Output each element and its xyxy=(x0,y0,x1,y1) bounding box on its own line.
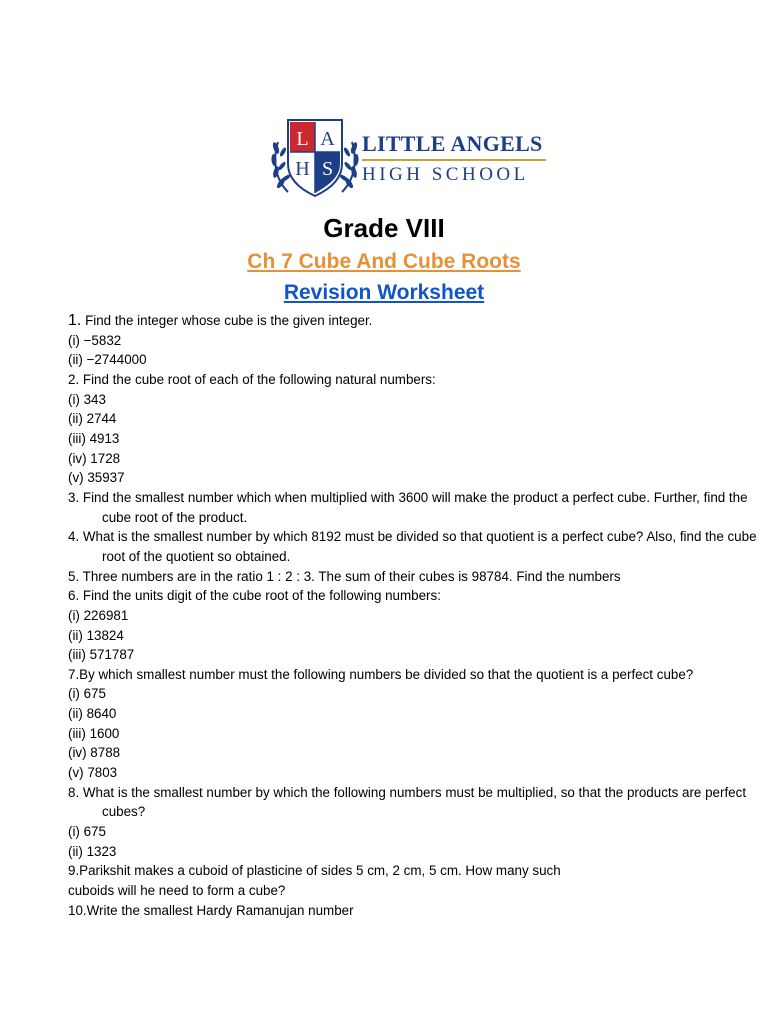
question-part: (i) 226981 xyxy=(68,607,129,623)
question-5: 5. Three numbers are in the ratio 1 : 2 : 3. The sum of their cubes is 98784. Find the numbers xyxy=(68,568,621,584)
question-part: (i) 343 xyxy=(68,391,106,407)
school-name-line1: LITTLE ANGELS xyxy=(362,131,543,156)
question-part: (i) −5832 xyxy=(68,332,122,348)
question-9-line-2: cuboids will he need to form a cube? xyxy=(68,883,286,899)
question-part: (i) 675 xyxy=(68,824,106,840)
question-10: 10.Write the smallest Hardy Ramanujan number xyxy=(68,902,354,918)
question-part: (ii) 13824 xyxy=(68,627,124,643)
question-7: 7.By which smallest number must the following numbers be divided so that the quotient is a perfect cube? xyxy=(68,666,694,682)
question-part: (i) 675 xyxy=(68,686,106,702)
question-8: 8. What is the smallest number by which the following numbers must be multiplied, so that the products are perfect cubes? xyxy=(68,784,747,820)
question-part: (iv) 1728 xyxy=(68,450,121,466)
school-logo xyxy=(268,114,558,202)
question-part: (v) 35937 xyxy=(68,470,125,486)
school-name-divider xyxy=(362,159,546,161)
question-3: 3. Find the smallest number which when multiplied with 3600 will make the product a perfect cube. Further, find the cube root of the product. xyxy=(68,489,748,525)
crest-letter-a: A xyxy=(320,128,335,150)
question-part: (ii) 1323 xyxy=(68,843,117,859)
question-1 xyxy=(68,311,758,331)
question-6: 6. Find the units digit of the cube root of the following numbers: xyxy=(68,588,441,604)
crest-letter-s: S xyxy=(321,158,334,180)
question-part: (v) 7803 xyxy=(68,765,118,781)
crest-letter-l: L xyxy=(296,128,309,150)
question-list xyxy=(68,311,758,920)
question-part: (iii) 571787 xyxy=(68,647,135,663)
question-1-text: Find the integer whose cube is the given integer. xyxy=(81,313,373,328)
crest-letter-h: H xyxy=(295,158,310,180)
question-1-number: 1. xyxy=(68,312,82,329)
question-part: (ii) 8640 xyxy=(68,706,117,722)
school-crest-icon xyxy=(268,114,362,202)
question-9-line-1: 9.Parikshit makes a cuboid of plasticine of sides 5 cm, 2 cm, 5 cm. How many such xyxy=(68,863,561,879)
question-part: (ii) −2744000 xyxy=(68,352,147,368)
question-part: (iii) 1600 xyxy=(68,725,120,741)
question-part: (ii) 2744 xyxy=(68,411,117,427)
chapter-heading: Ch 7 Cube And Cube Roots xyxy=(247,250,521,273)
question-4: 4. What is the smallest number by which 8192 must be divided so that quotient is a perfect cube? Also, find the cube root of the quotient so obtained. xyxy=(68,529,757,564)
worksheet-heading: Revision Worksheet xyxy=(283,281,485,304)
question-2: 2. Find the cube root of each of the following natural numbers: xyxy=(68,371,436,387)
school-name-line2: HIGH SCHOOL xyxy=(362,164,529,185)
question-part: (iv) 8788 xyxy=(68,745,121,761)
school-name xyxy=(362,132,552,185)
grade-heading: Grade VIII xyxy=(323,213,445,243)
question-part: (iii) 4913 xyxy=(68,430,120,446)
